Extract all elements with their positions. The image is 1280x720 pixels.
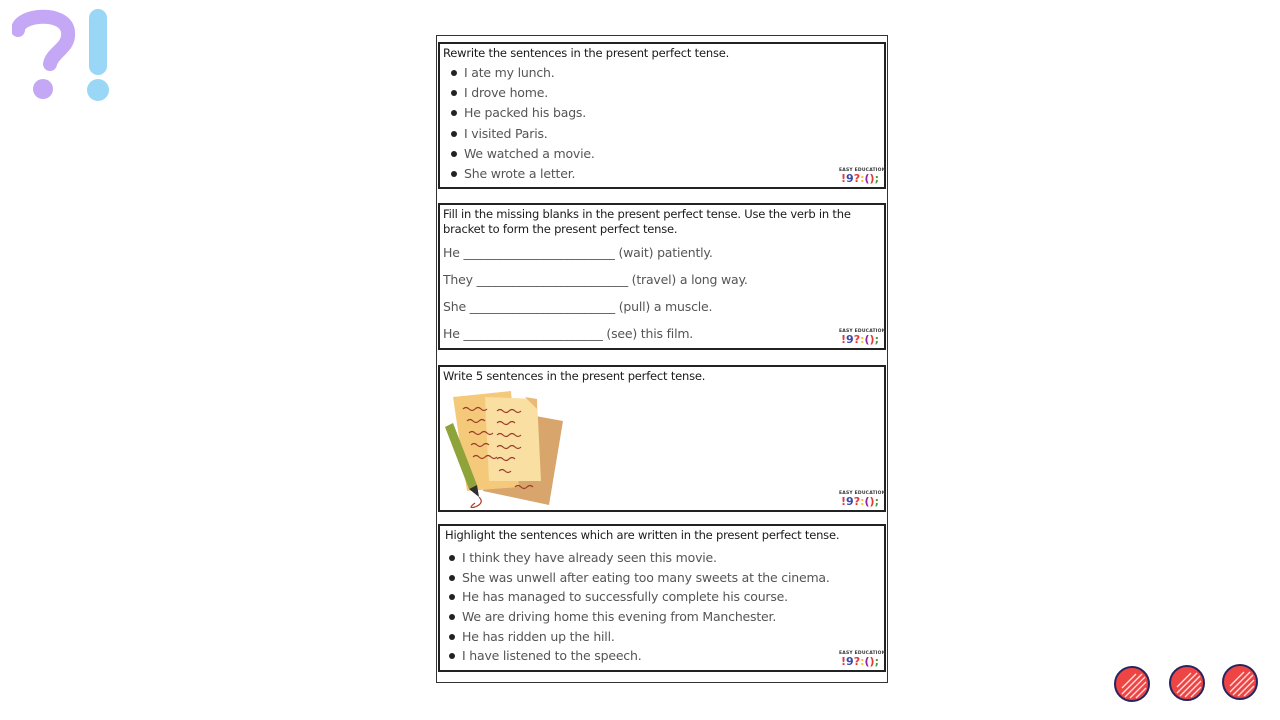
list-item: He packed his bags.	[450, 104, 595, 124]
rewrite-card	[438, 42, 886, 189]
list-item: I have listened to the speech.	[448, 647, 830, 667]
write-sentences-card	[438, 365, 886, 512]
scribble-circle-icon[interactable]	[1222, 664, 1258, 700]
list-item: I think they have already seen this movie.	[448, 549, 830, 569]
sentence-list	[448, 549, 830, 667]
easy-education-logo: EASY EDUCATION !9?:();	[839, 168, 886, 185]
list-item: She was unwell after eating too many sweets at the cinema.	[448, 569, 830, 589]
blank-sentence: He _______________________ (see) this film.	[443, 326, 694, 341]
list-item: I drove home.	[450, 84, 595, 104]
card-title: Fill in the missing blanks in the present perfect tense. Use the verb in the bracket to form the present perfect tense.	[443, 207, 851, 236]
easy-education-logo: EASY EDUCATION !9?:();	[839, 651, 886, 668]
blank-sentence: They _________________________ (travel) a long way.	[443, 272, 748, 287]
list-item: We are driving home this evening from Manchester.	[448, 608, 830, 628]
scribble-circle-icon[interactable]	[1114, 666, 1150, 702]
card-title: Highlight the sentences which are written in the present perfect tense.	[445, 528, 840, 542]
question-exclamation-icon	[12, 8, 122, 104]
easy-education-logo: EASY EDUCATION !9?:();	[839, 329, 886, 346]
blank-sentence: He _________________________ (wait) patiently.	[443, 245, 713, 260]
list-item: She wrote a letter.	[450, 165, 595, 185]
list-item: I visited Paris.	[450, 125, 595, 145]
easy-education-logo: EASY EDUCATION !9?:();	[839, 491, 886, 508]
worksheet-page	[436, 35, 888, 683]
sentence-list	[450, 64, 595, 185]
list-item: I ate my lunch.	[450, 64, 595, 84]
blank-sentence: She ________________________ (pull) a muscle.	[443, 299, 713, 314]
scribble-circle-icon[interactable]	[1169, 665, 1205, 701]
list-item: He has ridden up the hill.	[448, 628, 830, 648]
highlight-card	[438, 524, 886, 672]
fill-blanks-card	[438, 203, 886, 350]
card-title: Rewrite the sentences in the present perfect tense.	[443, 46, 730, 60]
list-item: He has managed to successfully complete his course.	[448, 588, 830, 608]
list-item: We watched a movie.	[450, 145, 595, 165]
papers-and-pen-icon	[445, 387, 567, 509]
card-title: Write 5 sentences in the present perfect tense.	[443, 369, 706, 383]
